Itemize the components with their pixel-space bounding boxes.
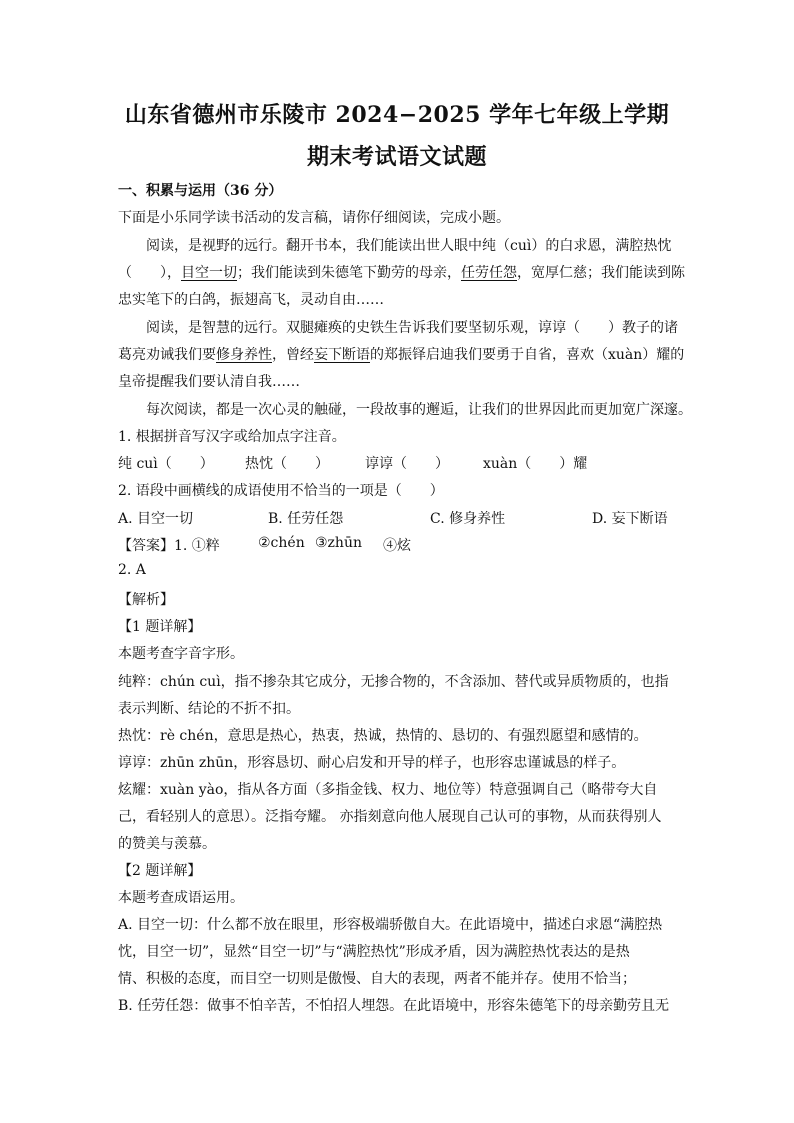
explanation-1b: 表示判断、结论的不折不扣。	[118, 701, 300, 717]
explanation-2: 热忱：rè chén，意思是热心，热衷，热诚，热情的、恳切的、有强烈愿望和感情的。	[118, 728, 648, 744]
answer-1-part1: 1. ①粹	[174, 538, 220, 554]
q2-option-d: D. 妄下断语	[592, 511, 668, 527]
answer-1-part2: ②chén	[258, 535, 305, 551]
q2-option-b: B. 任劳任怨	[268, 511, 344, 527]
explanation-a1: A. 目空一切：什么都不放在眼里，形容极端骄傲自大。在此语境中，描述白求恩“满腔热	[118, 917, 663, 933]
detail1-heading: 【1 题详解】	[118, 619, 202, 635]
explanation-3: 谆谆：zhūn zhūn，形容恳切、耐心启发和开导的样子，也形容忠谨诚恳的样子。	[118, 755, 626, 771]
passage-p1-line2: （ ），目空一切；我们能读到朱德笔下勤劳的母亲，任劳任怨，宽厚仁慈；我们能读到陈	[118, 265, 685, 281]
explanation-4b: 己，看轻别人的意思）。泛指夸耀。 亦指刻意向他人展现自己认可的事物，从而获得别人	[118, 809, 662, 825]
detail2-heading: 【2 题详解】	[118, 863, 202, 879]
answer-2: 2. A	[118, 562, 146, 578]
detail2-intro: 本题考查成语运用。	[118, 890, 244, 906]
explanation-1a: 纯粹：chún cuì，指不掺杂其它成分，无掺合物的，不含添加、替代或异质物质的，也指	[118, 674, 669, 690]
passage-p1-line3: 忠实笔下的白鸽，振翅高飞，灵动自由……	[118, 292, 384, 308]
document-title-line2: 期末考试语文试题	[306, 144, 487, 170]
underlined-idiom: 妄下断语	[314, 347, 370, 363]
passage-p2-line2: 葛亮劝诫我们要修身养性，曾经妄下断语的郑振铎启迪我们要勇于自省，喜欢（xuàn）耀的	[118, 347, 685, 363]
analysis-heading: 【解析】	[118, 592, 174, 608]
detail1-intro: 本题考查字音字形。	[118, 646, 244, 662]
explanation-4a: 炫耀：xuàn yào，指从各方面（多指金钱、权力、地位等）特意强调自己（略带夸大自	[118, 782, 658, 798]
underlined-idiom: 修身养性	[216, 347, 272, 363]
q2-option-a: A. 目空一切	[118, 511, 194, 527]
instruction-text: 下面是小乐同学读书活动的发言稿，请你仔细阅读，完成小题。	[118, 210, 510, 226]
explanation-a2: 忱，目空一切”，显然“目空一切”与“满腔热忱”形成矛盾，因为满腔热忱表达的是热	[118, 944, 630, 960]
answer-label: 【答案】	[118, 538, 174, 554]
passage-p2-line3: 皇帝提醒我们要认清自我……	[118, 374, 300, 390]
question-1: 1. 根据拼音写汉字或给加点字注音。	[118, 429, 346, 445]
passage-p1-line1: 阅读，是视野的远行。翻开书本，我们能读出世人眼中纯（cuì）的白求恩，满腔热忱	[146, 238, 672, 254]
q1-item-3: 谆谆（ ）	[365, 456, 449, 472]
q1-item-4: xuàn（ ）耀	[483, 456, 588, 472]
q2-option-c: C. 修身养性	[430, 511, 506, 527]
question-2: 2. 语段中画横线的成语使用不恰当的一项是（ ）	[118, 483, 444, 499]
q1-item-2: 热忱（ ）	[245, 456, 329, 472]
explanation-4c: 的赞美与羡慕。	[118, 836, 216, 852]
q1-item-1: 纯 cuì（ ）	[118, 456, 214, 472]
answer-1-part4: ④炫	[383, 538, 411, 554]
passage-p2-line1: 阅读，是智慧的远行。双腿瘫痪的史铁生告诉我们要坚韧乐观，谆谆（ ）教子的诸	[146, 320, 678, 336]
explanation-a3: 情、积极的态度，而目空一切则是傲慢、自大的表现，两者不能并存。使用不恰当；	[118, 971, 636, 987]
document-title-line1: 山东省德州市乐陵市 2024−2025 学年七年级上学期	[124, 102, 670, 128]
underlined-idiom: 任劳任怨	[461, 265, 517, 281]
answer-1-part3: ③zhūn	[315, 535, 362, 551]
passage-p3: 每次阅读，都是一次心灵的触碰，一段故事的邂逅，让我们的世界因此而更加宽广深邃。	[146, 402, 692, 418]
explanation-b1: B. 任劳任怨：做事不怕辛苦，不怕招人埋怨。在此语境中，形容朱德笔下的母亲勤劳且无	[118, 998, 670, 1014]
underlined-idiom: 目空一切	[181, 265, 237, 281]
section-heading: 一、积累与运用（36 分）	[118, 183, 283, 199]
